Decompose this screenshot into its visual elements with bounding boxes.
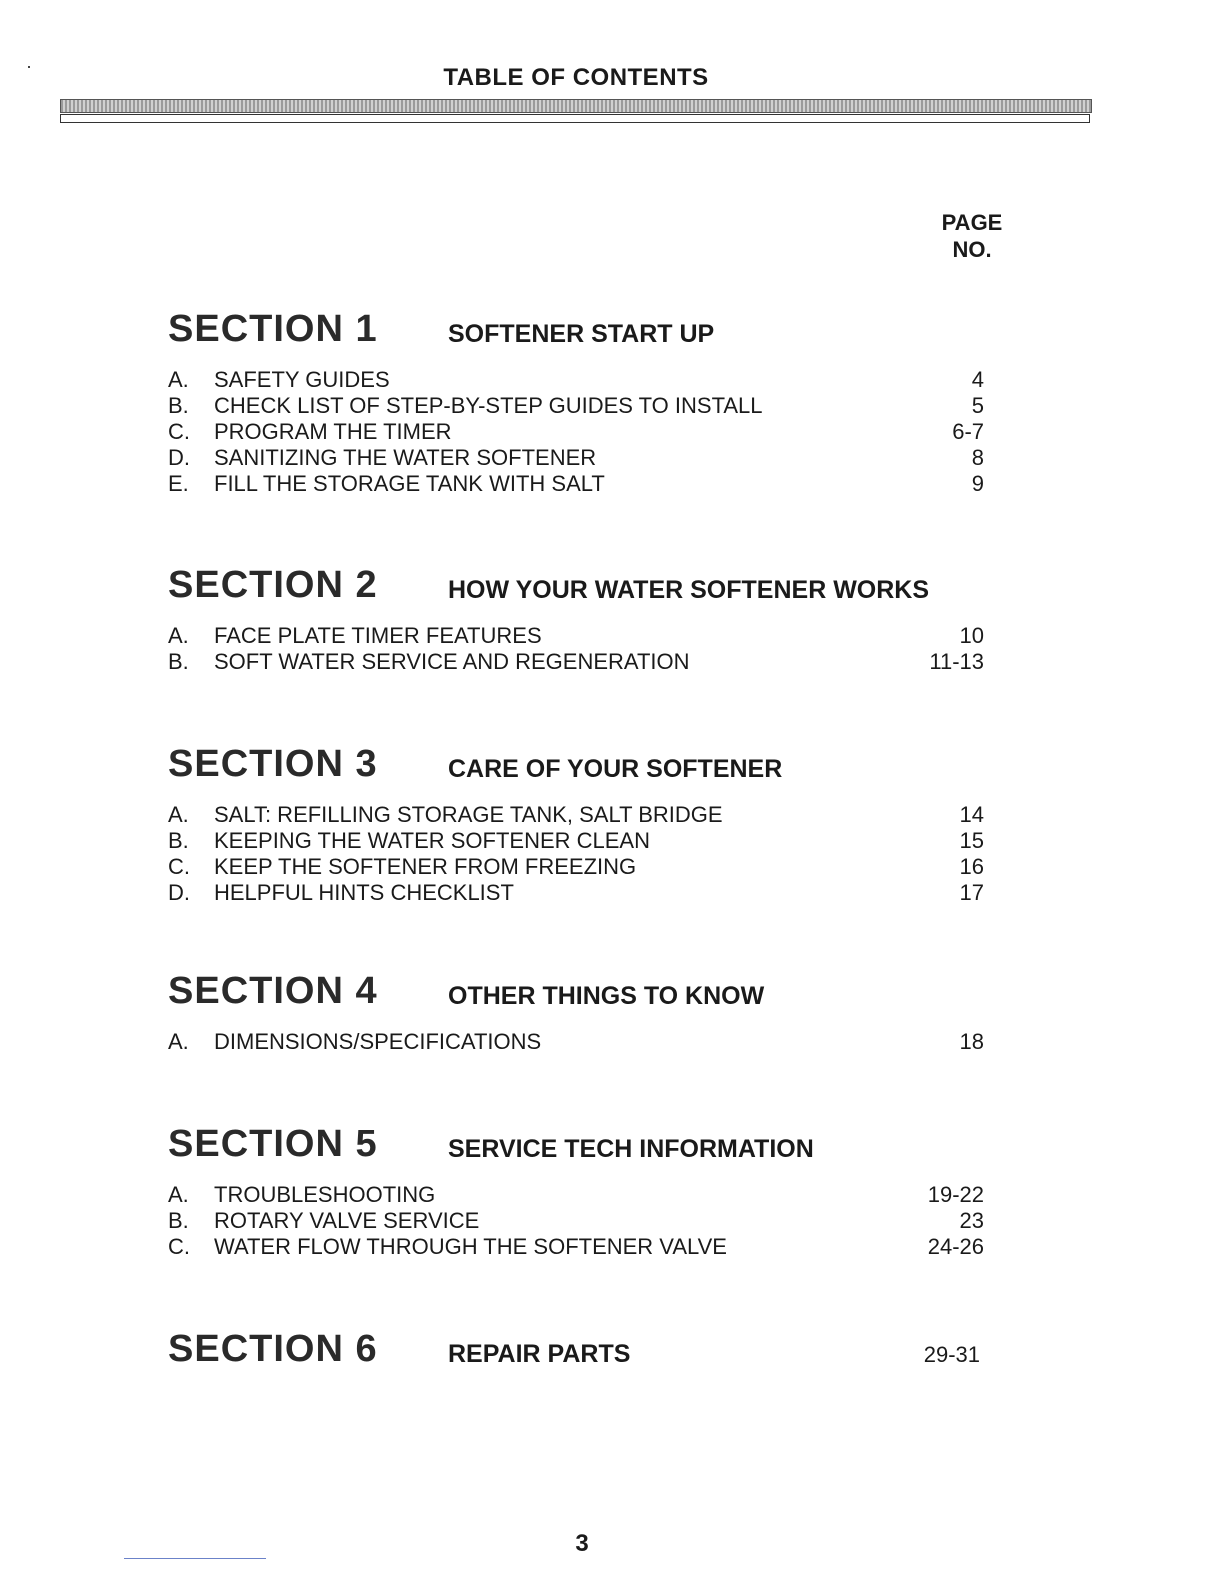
entry-page: 14: [959, 802, 984, 827]
toc-entry[interactable]: [168, 649, 988, 675]
entry-text: FILL THE STORAGE TANK WITH SALT: [214, 471, 605, 496]
page-title: TABLE OF CONTENTS: [443, 64, 709, 91]
entry-text: SOFT WATER SERVICE AND REGENERATION: [214, 649, 690, 674]
section-4: [168, 970, 988, 1055]
entry-letter: B.: [168, 1208, 189, 1233]
entry-text: CHECK LIST OF STEP-BY-STEP GUIDES TO INSTALL: [214, 393, 763, 418]
section-items: [168, 1029, 988, 1055]
entry-page: 9: [971, 471, 984, 496]
entry-letter: A.: [168, 623, 189, 648]
section-5: [168, 1123, 988, 1260]
toc-entry[interactable]: [168, 1234, 988, 1260]
section-title[interactable]: CARE OF YOUR SOFTENER: [448, 755, 783, 783]
entry-text: KEEPING THE WATER SOFTENER CLEAN: [214, 828, 650, 853]
entry-page: 8: [971, 445, 984, 470]
entry-page: 18: [959, 1029, 984, 1054]
toc-entry[interactable]: [168, 1029, 988, 1055]
header-rule-band: [60, 99, 1092, 113]
entry-letter: A.: [168, 1029, 189, 1054]
entry-page: 6-7: [952, 419, 984, 444]
toc-entry[interactable]: [168, 1182, 988, 1208]
entry-text: WATER FLOW THROUGH THE SOFTENER VALVE: [214, 1234, 727, 1259]
section-label: SECTION 1: [168, 308, 378, 350]
section-label: SECTION 5: [168, 1123, 378, 1165]
entry-letter: C.: [168, 1234, 190, 1259]
entry-page: 17: [959, 880, 984, 905]
entry-page: 5: [971, 393, 984, 418]
toc-entry[interactable]: [168, 623, 988, 649]
entry-text: FACE PLATE TIMER FEATURES: [214, 623, 542, 648]
entry-page: 16: [959, 854, 984, 879]
section-1: [168, 308, 988, 497]
entry-text: DIMENSIONS/SPECIFICATIONS: [214, 1029, 542, 1054]
entry-page: 11-13: [929, 649, 984, 674]
section-heading: [168, 970, 988, 1014]
section-heading: [168, 308, 988, 352]
entry-page: 15: [959, 828, 984, 853]
section-heading: [168, 1328, 988, 1372]
section-label: SECTION 6: [168, 1328, 378, 1370]
section-heading: [168, 743, 988, 787]
entry-text: TROUBLESHOOTING: [214, 1182, 436, 1207]
section-title[interactable]: SOFTENER START UP: [448, 320, 715, 348]
toc-entry[interactable]: [168, 880, 988, 906]
toc-entry[interactable]: [168, 802, 988, 828]
entry-letter: A.: [168, 367, 189, 392]
entry-text: HELPFUL HINTS CHECKLIST: [214, 880, 514, 905]
section-title[interactable]: HOW YOUR WATER SOFTENER WORKS: [448, 576, 930, 604]
footer-page-number: 3: [575, 1530, 589, 1557]
section-items: [168, 623, 988, 675]
entry-letter: B.: [168, 649, 189, 674]
section-6: [168, 1328, 988, 1372]
toc-entry[interactable]: [168, 445, 988, 471]
entry-text: SALT: REFILLING STORAGE TANK, SALT BRIDGE: [214, 802, 723, 827]
section-label: SECTION 3: [168, 743, 378, 785]
entry-page: 10: [959, 623, 984, 648]
entry-text: SAFETY GUIDES: [214, 367, 390, 392]
entry-text: PROGRAM THE TIMER: [214, 419, 452, 444]
entry-page: 4: [971, 367, 984, 392]
entry-page: 23: [959, 1208, 984, 1233]
section-3: [168, 743, 988, 906]
toc-entry[interactable]: [168, 854, 988, 880]
page-header-line2: NO.: [952, 237, 992, 262]
section-label: SECTION 2: [168, 564, 378, 606]
section-items: [168, 802, 988, 906]
entry-letter: D.: [168, 445, 190, 470]
header-rule-line: [60, 114, 1090, 123]
toc-entry[interactable]: [168, 1208, 988, 1234]
section-label: SECTION 4: [168, 970, 378, 1012]
toc-entry[interactable]: [168, 471, 988, 497]
entry-letter: A.: [168, 1182, 189, 1207]
section-items: [168, 1182, 988, 1260]
entry-letter: C.: [168, 419, 190, 444]
toc-entry[interactable]: [168, 393, 988, 419]
section-heading: [168, 564, 988, 608]
toc-entry[interactable]: [168, 367, 988, 393]
page-number-column-header: [920, 209, 1024, 263]
section-title[interactable]: OTHER THINGS TO KNOW: [448, 982, 765, 1010]
toc-entry[interactable]: [168, 419, 988, 445]
entry-letter: E.: [168, 471, 189, 496]
entry-letter: B.: [168, 828, 189, 853]
section-items: [168, 367, 988, 497]
toc-entry[interactable]: [168, 828, 988, 854]
entry-letter: D.: [168, 880, 190, 905]
section-heading: [168, 1123, 988, 1167]
entry-text: ROTARY VALVE SERVICE: [214, 1208, 480, 1233]
entry-letter: B.: [168, 393, 189, 418]
section-title[interactable]: REPAIR PARTS: [448, 1340, 631, 1368]
section-title[interactable]: SERVICE TECH INFORMATION: [448, 1135, 814, 1163]
section-page: 29-31: [923, 1342, 980, 1367]
entry-page: 24-26: [927, 1234, 984, 1259]
entry-letter: A.: [168, 802, 189, 827]
page-header-line1: PAGE: [941, 210, 1003, 235]
entry-text: SANITIZING THE WATER SOFTENER: [214, 445, 597, 470]
entry-letter: C.: [168, 854, 190, 879]
bottom-scan-mark: [124, 1558, 266, 1559]
section-2: [168, 564, 988, 675]
entry-text: KEEP THE SOFTENER FROM FREEZING: [214, 854, 637, 879]
entry-page: 19-22: [927, 1182, 984, 1207]
